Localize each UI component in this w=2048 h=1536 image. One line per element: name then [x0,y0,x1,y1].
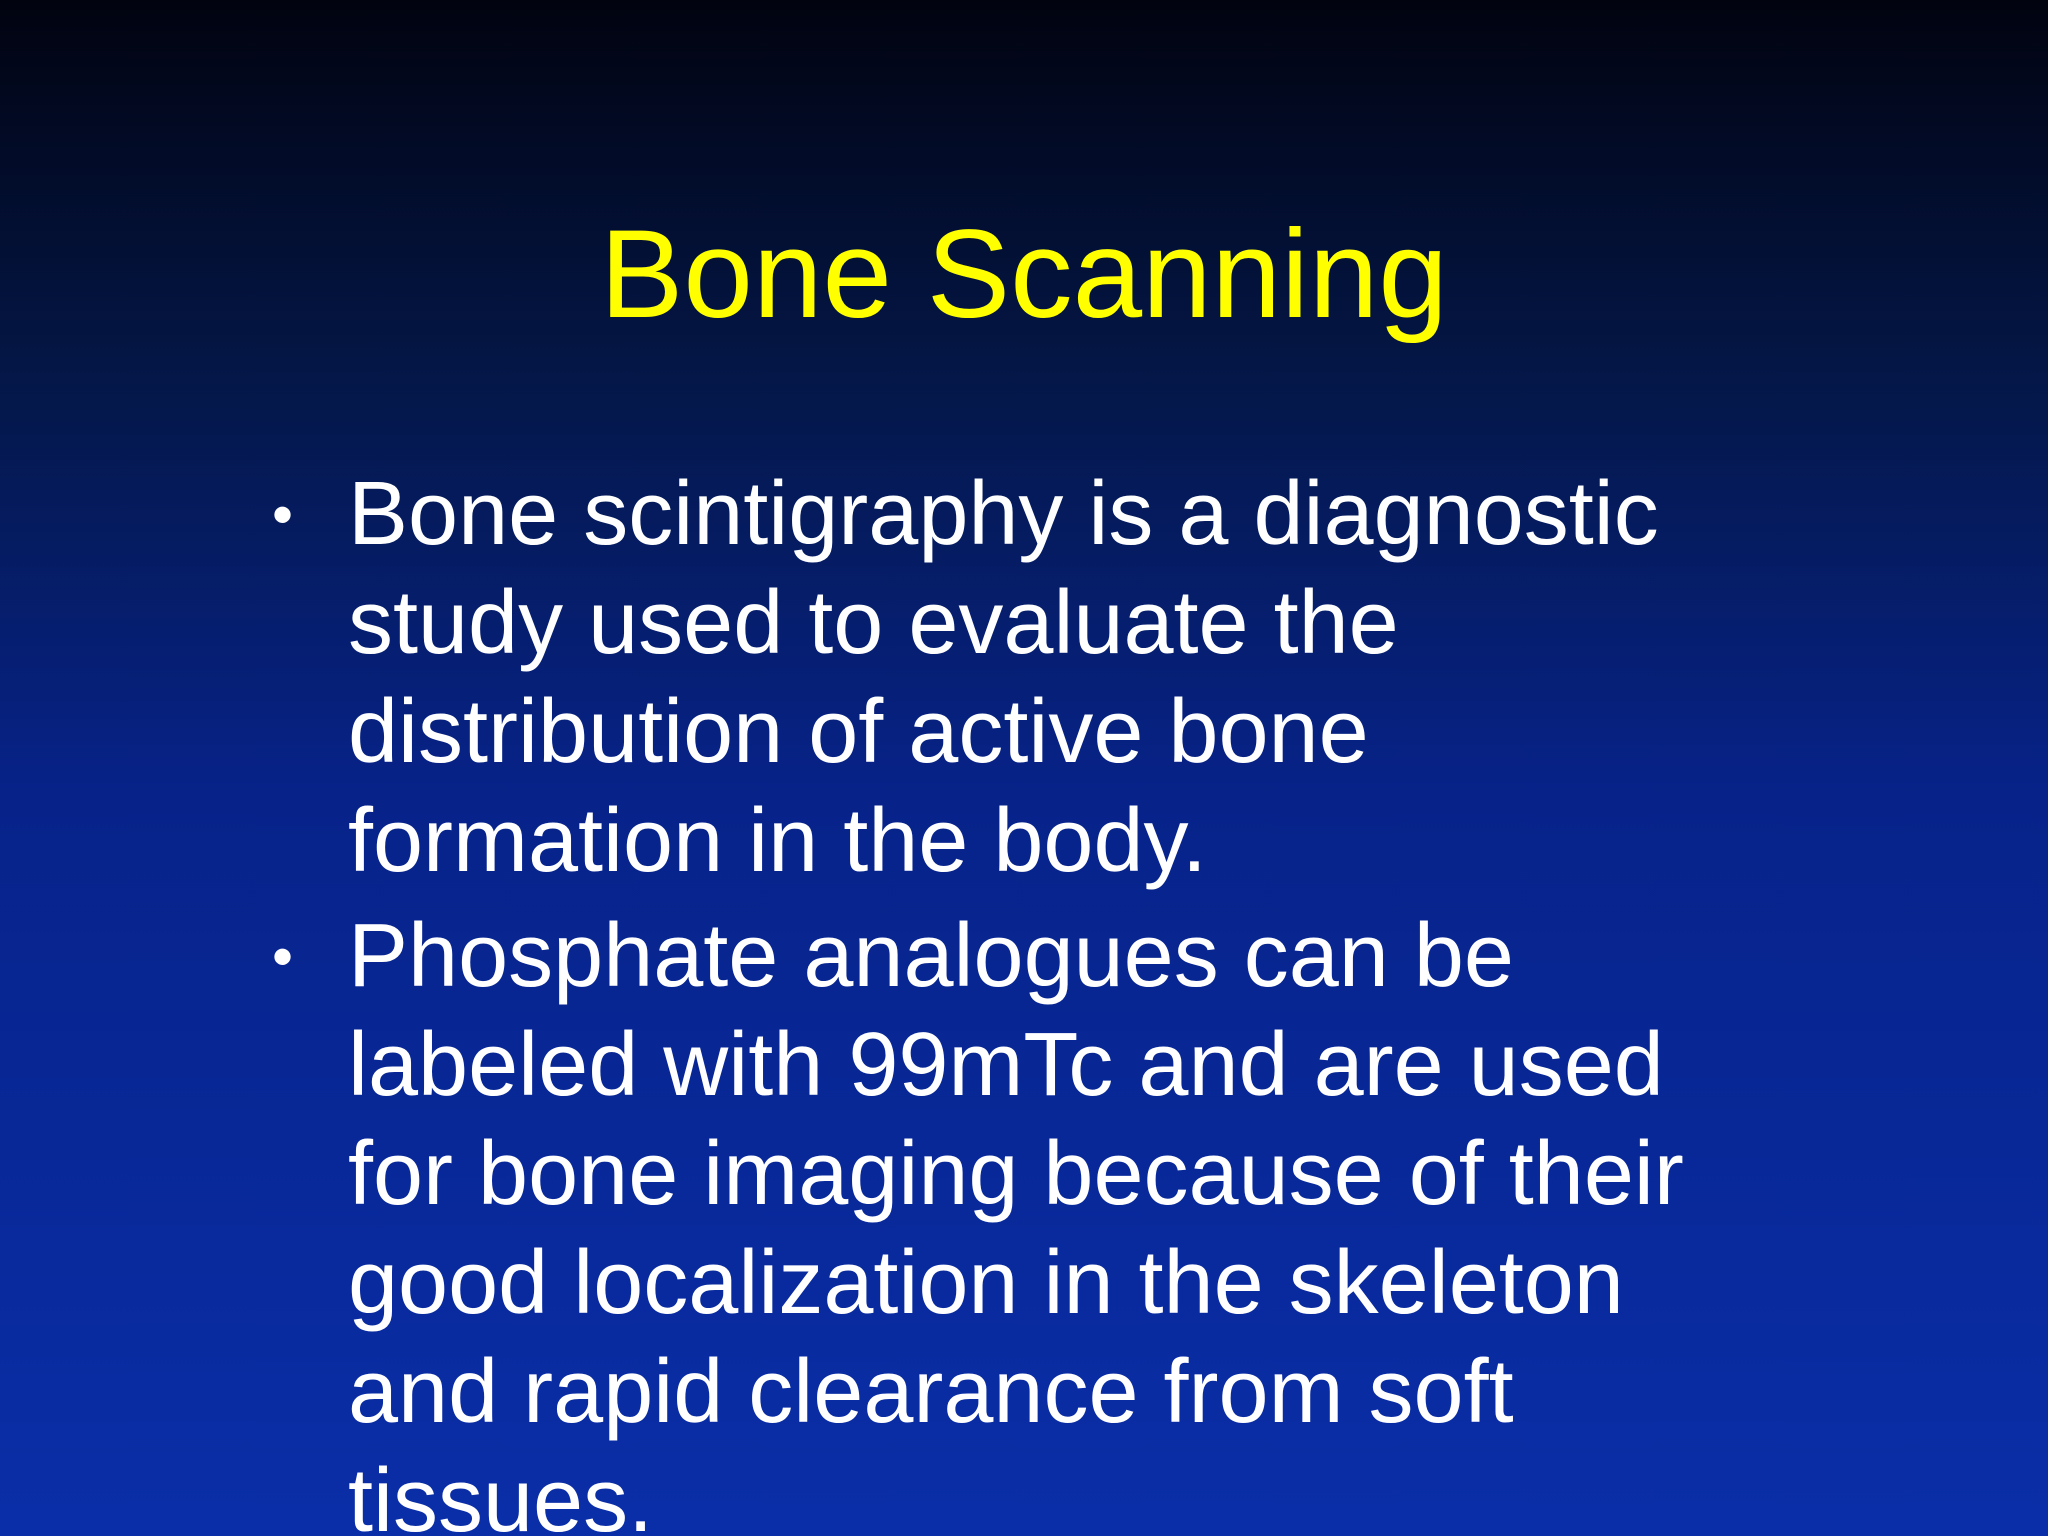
bullet-1-line-2: study used to evaluate the [348,573,1399,673]
bullet-dot-icon: • [272,481,294,548]
bullet-1-line-4: formation in the body. [348,791,1207,891]
bullet-2-line-3: for bone imaging because of their [348,1124,1684,1224]
bullet-2-line-5: and rapid clearance from soft [348,1342,1514,1442]
bullet-2-line-2: labeled with 99mTc and are used [348,1015,1664,1115]
bullet-item-1 [270,460,1770,896]
bullet-2-line-4: good localization in the skeleton [348,1233,1624,1333]
slide-title: Bone Scanning [600,205,1448,344]
bullet-dot-icon: • [272,923,294,990]
bullet-2-line-1: Phosphate analogues can be [348,906,1514,1006]
bullet-item-2 [270,902,1770,1536]
bullet-list [270,460,1770,1536]
bullet-1-line-1: Bone scintigraphy is a diagnostic [348,464,1659,564]
bullet-1-line-3: distribution of active bone [348,682,1369,782]
bullet-2-line-6: tissues. [348,1451,654,1536]
